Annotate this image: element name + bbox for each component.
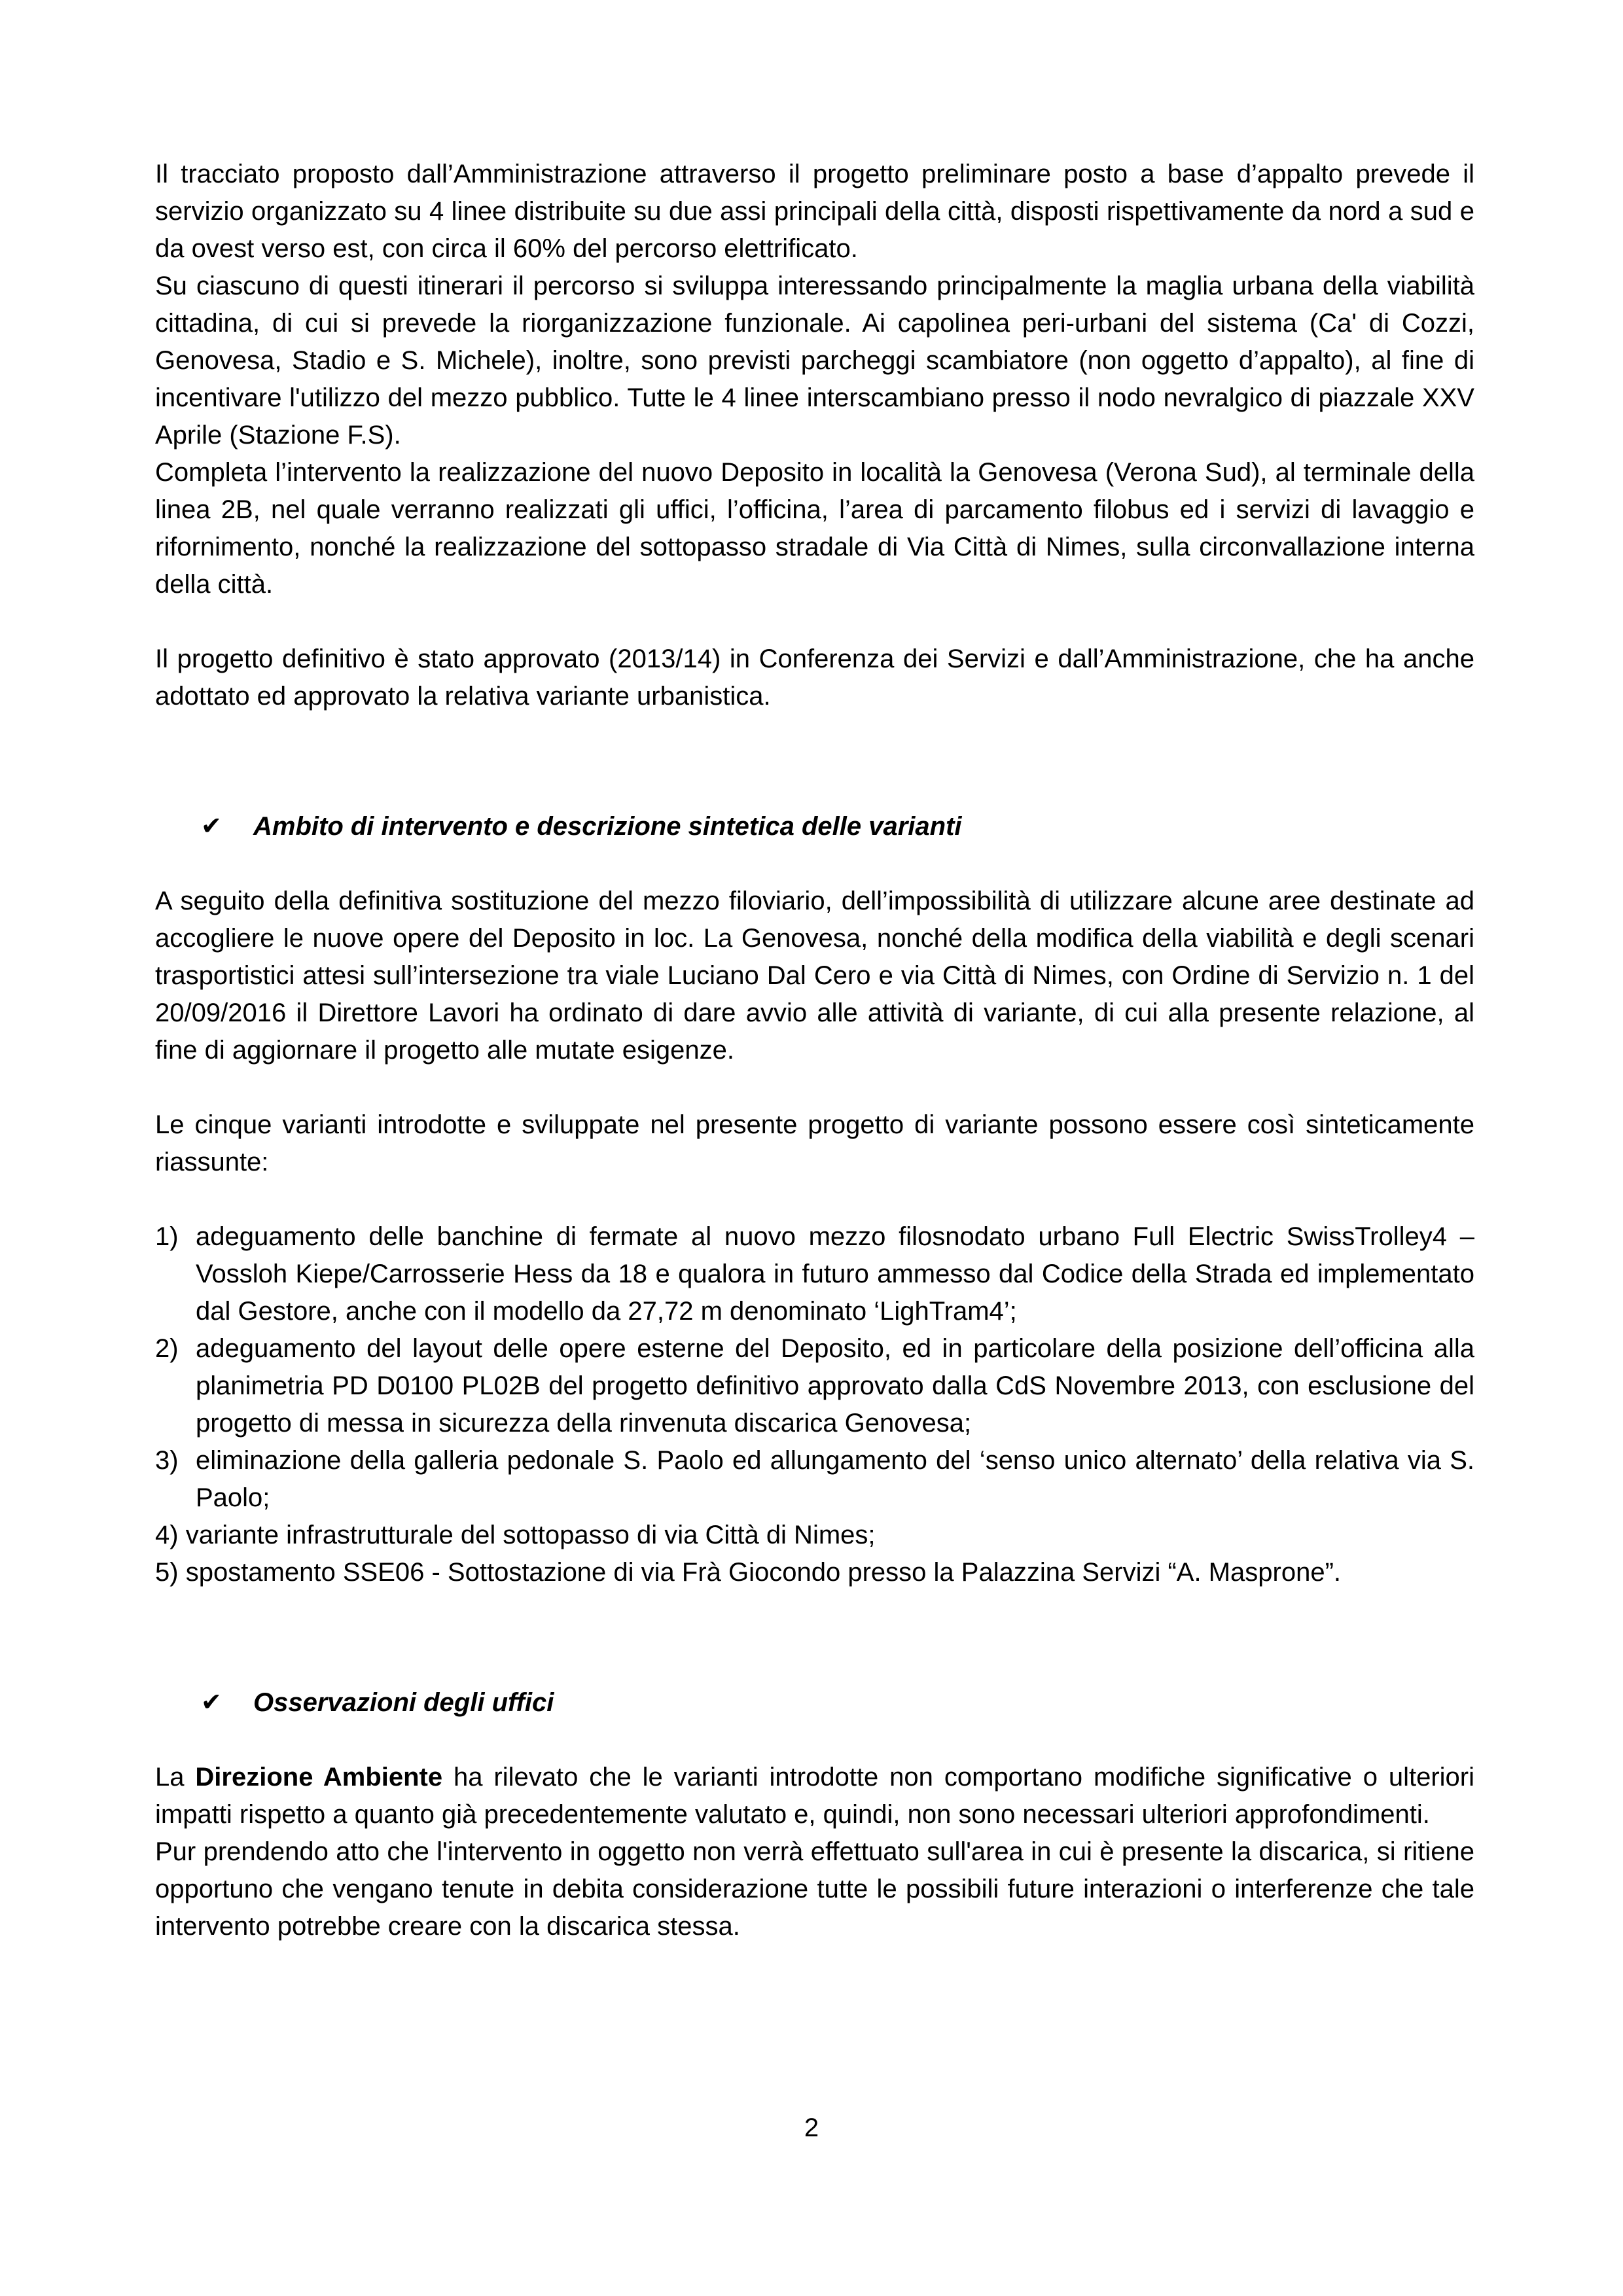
intro-paragraph-3: Completa l’intervento la realizzazione del nuovo Deposito in località la Genovesa (Verona Sud), al terminale della linea 2B, nel quale verranno realizzati gli uffici, l’officina, l’area di parcamento filobus ed i servizi di lavaggio e rifornimento, nonché la realizzazione del sottopasso stradale di Via Città di Nimes, sulla circonvallazione interna della città. bbox=[155, 458, 1474, 599]
checkmark-icon: ✔ bbox=[201, 813, 222, 840]
section2-paragraph-1 bbox=[155, 1759, 1474, 1833]
list-text: eliminazione della galleria pedonale S. Paolo ed allungamento del ‘senso unico alternato’ della relativa via S. Paolo; bbox=[196, 1446, 1474, 1512]
list-item bbox=[155, 1218, 1474, 1330]
list-text: spostamento SSE06 - Sottostazione di via Frà Giocondo presso la Palazzina Servizi “A. Masprone”. bbox=[185, 1558, 1341, 1587]
list-item bbox=[155, 1554, 1474, 1591]
list-number: 5) bbox=[155, 1558, 179, 1587]
section-heading-text: Osservazioni degli uffici bbox=[253, 1688, 554, 1717]
list-item bbox=[155, 1442, 1474, 1517]
section-heading-ambito bbox=[201, 808, 1474, 845]
checkmark-icon: ✔ bbox=[201, 1689, 222, 1716]
list-text: variante infrastrutturale del sottopasso di via Città di Nimes; bbox=[185, 1521, 876, 1549]
variants-list bbox=[155, 1218, 1474, 1591]
paragraph-prefix: La bbox=[155, 1763, 196, 1792]
paragraph-rest: ha rilevato che le varianti introdotte non comportano modifiche significative o ulteriori impatti rispetto a quanto già precedentemente valutato e, quindi, non sono necessari ulteriori approfondimenti. bbox=[155, 1763, 1474, 1829]
list-text: adeguamento delle banchine di fermate al nuovo mezzo filosnodato urbano Full Electric SwissTrolley4 – Vossloh Kiepe/Carrosserie Hess da 18 e qualora in futuro ammesso dal Codice della Strada ed implementato dal Gestore, anche con il modello da 27,72 m denominato ‘LighTram4’; bbox=[196, 1222, 1474, 1326]
list-item bbox=[155, 1517, 1474, 1554]
list-number: 2) bbox=[155, 1334, 179, 1363]
list-item bbox=[155, 1330, 1474, 1442]
list-number: 1) bbox=[155, 1222, 179, 1251]
page-number: 2 bbox=[804, 2113, 819, 2142]
intro-paragraph-4: Il progetto definitivo è stato approvato (2013/14) in Conferenza dei Servizi e dall’Amministrazione, che ha anche adottato ed approvato la relativa variante urbanistica. bbox=[155, 645, 1474, 711]
section1-paragraph-1: A seguito della definitiva sostituzione del mezzo filoviario, dell’impossibilità di utilizzare alcune aree destinate ad accogliere le nuove opere del Deposito in loc. La Genovesa, nonché della modifica della viabilità e degli scenari trasportistici attesi sull’intersezione tra viale Luciano Dal Cero e via Città di Nimes, con Ordine di Servizio n. 1 del 20/09/2016 il Direttore Lavori ha ordinato di dare avvio alle attività di variante, di cui alla presente relazione, al fine di aggiornare il progetto alle mutate esigenze. bbox=[155, 887, 1474, 1065]
list-number: 4) bbox=[155, 1521, 179, 1549]
intro-paragraph-1: Il tracciato proposto dall’Amministrazione attraverso il progetto preliminare posto a base d’appalto prevede il servizio organizzato su 4 linee distribuite su due assi principali della città, disposti rispettivamente da nord a sud e da ovest verso est, con circa il 60% del percorso elettrificato. bbox=[155, 160, 1474, 263]
list-text: adeguamento del layout delle opere esterne del Deposito, ed in particolare della posizione dell’officina alla planimetria PD D0100 PL02B del progetto definitivo approvato dalla CdS Novembre 2013, con esclusione del progetto di messa in sicurezza della rinvenuta discarica Genovesa; bbox=[196, 1334, 1474, 1438]
section-heading-text: Ambito di intervento e descrizione sintetica delle varianti bbox=[253, 812, 962, 841]
bold-term: Direzione Ambiente bbox=[195, 1763, 443, 1792]
section1-paragraph-2: Le cinque varianti introdotte e sviluppate nel presente progetto di variante possono essere così sinteticamente riassunte: bbox=[155, 1110, 1474, 1176]
intro-paragraph-2: Su ciascuno di questi itinerari il percorso si sviluppa interessando principalmente la maglia urbana della viabilità cittadina, di cui si prevede la riorganizzazione funzionale. Ai capolinea peri-urbani del sistema (Ca' di Cozzi, Genovesa, Stadio e S. Michele), inoltre, sono previsti parcheggi scambiatore (non oggetto d’appalto), al fine di incentivare l'utilizzo del mezzo pubblico. Tutte le 4 linee interscambiano presso il nodo nevralgico di piazzale XXV Aprile (Stazione F.S). bbox=[155, 272, 1474, 450]
document-page bbox=[155, 156, 1474, 1945]
list-number: 3) bbox=[155, 1446, 179, 1475]
section-heading-osservazioni bbox=[201, 1684, 1474, 1722]
section2-paragraph-2: Pur prendendo atto che l'intervento in oggetto non verrà effettuato sull'area in cui è presente la discarica, si ritiene opportuno che vengano tenute in debita considerazione tutte le possibili future interazioni o interferenze che tale intervento potrebbe creare con la discarica stessa. bbox=[155, 1837, 1474, 1941]
